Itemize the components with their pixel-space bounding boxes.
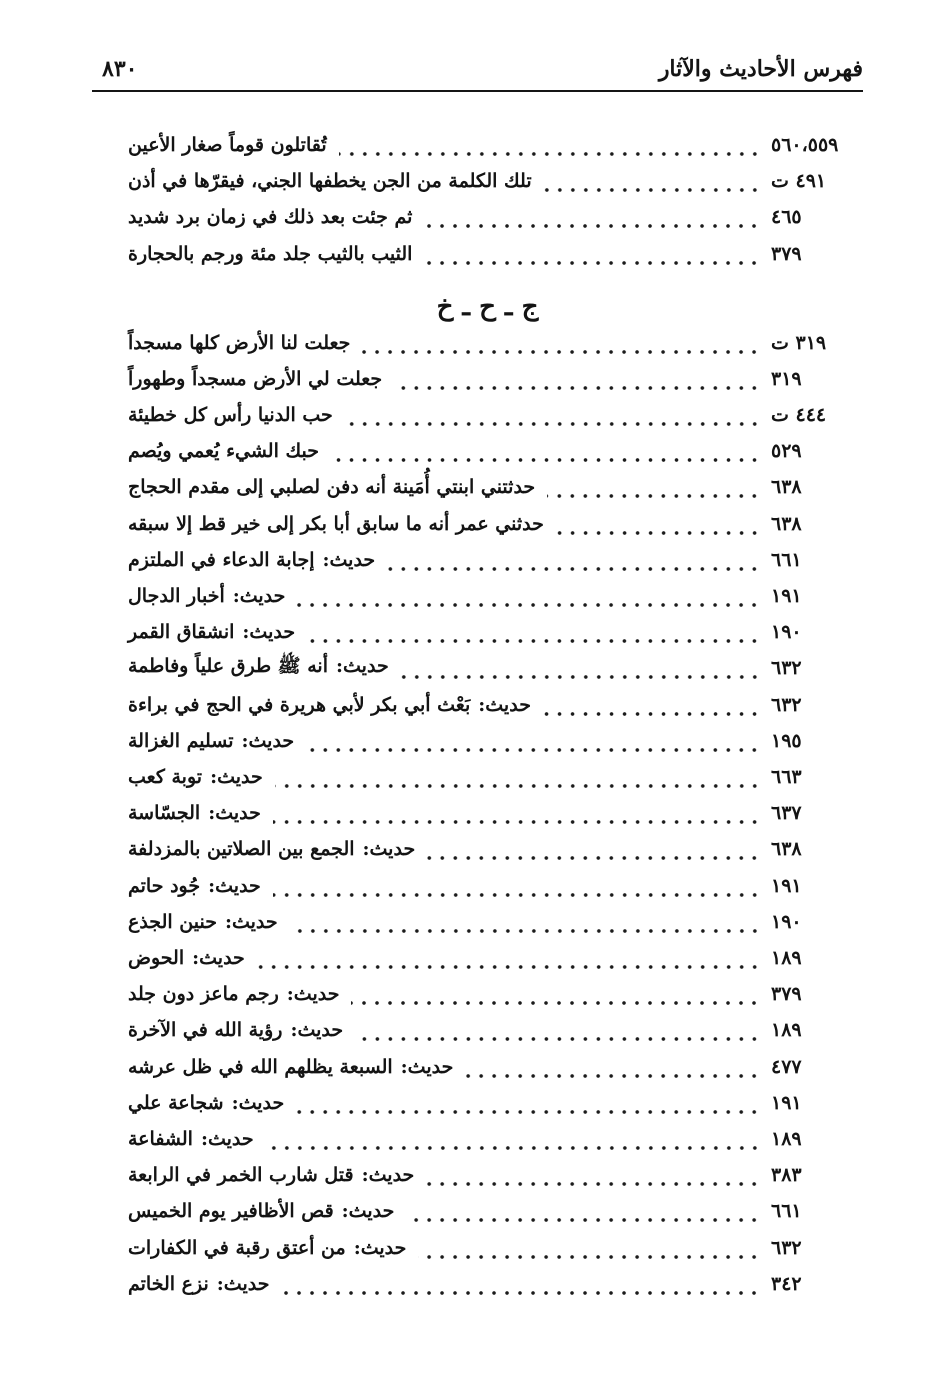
entry-title: رجم ماعز دون جلد <box>128 983 279 1006</box>
entry-title: قص الأظافير يوم الخميس <box>128 1200 334 1223</box>
page-reference: ٦٦١ <box>771 548 802 571</box>
page-reference: ٤٩١ ت <box>771 170 827 193</box>
page-reference: ٦٣٢ <box>771 693 802 716</box>
dot-leader <box>394 362 761 396</box>
index-entry <box>128 905 847 939</box>
page-reference: ٥٦٠،٥٥٩ <box>771 134 839 156</box>
entry-text <box>128 476 535 498</box>
entry-text <box>128 206 412 228</box>
entry-title: حب الدنيا رأس كل خطيئة <box>128 403 333 426</box>
page-reference: ٦٣٨ <box>771 476 802 499</box>
hadith-prefix: حديث: <box>341 1200 395 1223</box>
index-entry <box>128 362 847 396</box>
page-reference: ١٩١ <box>771 874 802 897</box>
index-entry <box>128 760 847 794</box>
index-entry <box>128 470 847 504</box>
dot-leader <box>362 326 761 360</box>
entry-title: حدثني عمر أنه ما سابق أبا بكر إلى خير قط إلا سبقه <box>128 512 544 535</box>
hadith-prefix: حديث: <box>208 802 261 825</box>
page-reference: ٥٢٩ <box>771 440 802 463</box>
index-entry <box>128 434 847 468</box>
entry-title: حدثتني ابنتي أُمَينة أنه دفن لصلبي إلى مقدم الحجاج <box>128 476 536 499</box>
page-reference: ٦٦٣ <box>771 765 802 788</box>
hadith-prefix: حديث: <box>353 1236 407 1259</box>
dot-leader <box>426 1158 761 1192</box>
entry-text <box>128 694 531 716</box>
entry-title: أنه ﷺ طرق علياً وفاطمة <box>128 655 329 678</box>
hadith-prefix: حديث: <box>361 1164 415 1187</box>
entry-title: جعلت لنا الأرض كلها مسجداً <box>128 331 351 354</box>
hadith-prefix: حديث: <box>362 838 416 861</box>
entry-text <box>128 1056 453 1078</box>
entry-text <box>128 1273 269 1295</box>
index-entry <box>128 941 847 975</box>
entry-text <box>128 730 294 752</box>
entry-text <box>128 1019 343 1041</box>
dot-leader <box>281 1267 761 1301</box>
page-reference: ١٩٥ <box>771 729 802 752</box>
index-entry <box>128 1194 847 1228</box>
dot-leader <box>257 941 761 975</box>
entry-text <box>128 170 532 192</box>
dot-leader <box>401 651 761 685</box>
page-reference: ٣١٩ ت <box>771 331 827 354</box>
dot-leader <box>297 579 761 613</box>
index-entry <box>128 796 847 830</box>
hadith-prefix: حديث: <box>242 621 296 644</box>
dot-leader <box>307 615 761 649</box>
hadith-prefix: حديث: <box>322 548 376 571</box>
page-reference: ٤٤٤ ت <box>771 403 827 426</box>
index-entry <box>128 615 847 649</box>
entry-title: بَعْث أبي بكر لأبي هريرة في الحج في براءة <box>128 693 471 716</box>
page-reference: ١٨٩ <box>771 946 802 969</box>
page-reference: ٣٧٩ <box>771 983 802 1006</box>
index-entry <box>128 1267 847 1301</box>
entry-title: توبة كعب <box>128 765 203 788</box>
page-reference: ٤٦٥ <box>771 206 802 229</box>
hadith-prefix: حديث: <box>336 655 389 678</box>
entry-text <box>128 621 295 643</box>
page-reference: ٤٧٧ <box>771 1055 802 1078</box>
hadith-prefix: حديث: <box>400 1055 454 1078</box>
page-reference: ٣١٩ <box>771 367 802 390</box>
dot-leader <box>306 724 761 758</box>
index-entry <box>128 1122 847 1156</box>
dot-leader <box>290 905 761 939</box>
hadith-prefix: حديث: <box>286 983 340 1006</box>
entry-text <box>128 1164 414 1186</box>
index-entry <box>128 326 847 360</box>
entry-title: جعلت لي الأرض مسجداً وطهوراً <box>128 367 383 390</box>
entry-title: حبك الشيء يُعمي ويُصم <box>128 440 319 463</box>
entry-title: إجابة الدعاء في الملتزم <box>128 548 315 571</box>
index-entry <box>128 1086 847 1120</box>
hadith-prefix: حديث: <box>478 693 531 716</box>
entry-title: الجمع بين الصلاتين بالمزدلفة <box>128 838 355 861</box>
entry-title: جُود حاتم <box>128 874 201 897</box>
entry-text <box>128 549 375 571</box>
page-number: ٨٣٠ <box>102 56 138 82</box>
entry-text <box>128 838 415 860</box>
dot-leader <box>387 543 761 577</box>
dot-leader <box>351 977 761 1011</box>
index-entry <box>128 1050 847 1084</box>
dot-leader <box>556 507 761 541</box>
entry-title: تُقاتلون قوماً صغار الأعين <box>128 134 327 156</box>
index-entry <box>128 579 847 613</box>
index-entry <box>128 688 847 722</box>
page-reference: ١٩٠ <box>771 621 802 644</box>
entry-text <box>128 332 350 354</box>
page-reference: ٦٣٢ <box>771 1236 802 1259</box>
index-entry <box>128 832 847 866</box>
index-entry <box>128 507 847 541</box>
entry-title: رؤية الله في الآخرة <box>128 1019 283 1042</box>
dot-leader <box>543 688 761 722</box>
entry-title: انشقاق القمر <box>128 621 235 644</box>
entry-title: حنين الجذع <box>128 910 217 933</box>
dot-leader <box>424 200 761 234</box>
entry-title: نزع الخاتم <box>128 1272 209 1295</box>
hadith-prefix: حديث: <box>232 584 286 607</box>
entry-text <box>128 1200 394 1222</box>
index-entry <box>128 651 847 685</box>
page-reference: ٦٣٨ <box>771 512 802 535</box>
page-reference: ٣٧٩ <box>771 242 802 265</box>
entry-title: تسليم الغزالة <box>128 729 234 752</box>
page-reference: ٦٣٨ <box>771 838 802 861</box>
entry-title: قتل شارب الخمر في الرابعة <box>128 1164 354 1187</box>
page-reference: ١٨٩ <box>771 1019 802 1042</box>
entry-text <box>128 947 245 969</box>
running-title: فهرس الأحاديث والآثار <box>658 56 863 82</box>
hadith-prefix: حديث: <box>208 874 261 897</box>
entry-title: شجاعة علي <box>128 1091 224 1114</box>
entry-text <box>128 802 261 824</box>
index-entry <box>128 200 847 234</box>
entry-text <box>128 1092 284 1114</box>
entry-title: الثيب بالثيب جلد مئة ورجم بالحجارة <box>128 242 413 265</box>
page-reference: ٦٣٢ <box>771 657 802 680</box>
entry-text <box>128 1128 254 1150</box>
dot-leader <box>331 434 761 468</box>
hadith-prefix: حديث: <box>241 729 295 752</box>
page-reference: ١٩١ <box>771 584 802 607</box>
entry-text <box>128 766 263 788</box>
index-entry <box>128 724 847 758</box>
entry-title: من أعتق رقبة في الكفارات <box>128 1236 346 1259</box>
index-entry <box>128 543 847 577</box>
dot-leader <box>273 869 761 903</box>
entry-text <box>128 654 389 682</box>
entry-title: تلك الكلمة من الجن يخطفها الجني، فيقرّها في أذن <box>128 170 532 193</box>
dot-leader <box>465 1050 761 1084</box>
dot-leader <box>418 1231 761 1265</box>
entry-text <box>128 243 412 265</box>
entry-text <box>128 134 327 156</box>
index-entry <box>128 1013 847 1047</box>
entry-title: أخبار الدجال <box>128 584 225 607</box>
entry-text <box>128 911 278 933</box>
dot-leader <box>345 398 761 432</box>
dot-leader <box>275 760 761 794</box>
entry-text <box>128 875 261 897</box>
dot-leader <box>424 237 761 271</box>
entry-text <box>128 513 544 535</box>
entry-text <box>128 368 382 390</box>
page-reference: ٦٣٧ <box>771 802 802 825</box>
dot-leader <box>547 470 761 504</box>
dot-leader <box>339 128 761 162</box>
entry-text <box>128 440 319 462</box>
hadith-prefix: حديث: <box>192 946 245 969</box>
entry-title: الجسّاسة <box>128 802 201 825</box>
index-entry <box>128 1158 847 1192</box>
index-entry <box>128 164 847 198</box>
page-reference: ٣٤٢ <box>771 1272 802 1295</box>
hadith-prefix: حديث: <box>224 910 278 933</box>
entry-title: السبعة يظلهم الله في ظل عرشه <box>128 1055 393 1078</box>
index-entry <box>128 869 847 903</box>
hadith-prefix: حديث: <box>200 1127 254 1150</box>
hadith-prefix: حديث: <box>216 1272 270 1295</box>
dot-leader <box>355 1013 761 1047</box>
dot-leader <box>266 1122 761 1156</box>
page-reference: ٦٦١ <box>771 1200 802 1223</box>
dot-leader <box>273 796 761 830</box>
entry-text <box>128 983 339 1005</box>
entry-text <box>128 404 333 426</box>
page-reference: ٣٨٣ <box>771 1164 802 1187</box>
dot-leader <box>427 832 761 866</box>
page-header <box>92 52 863 92</box>
index-entry <box>128 128 847 162</box>
entry-text <box>128 585 285 607</box>
hadith-prefix: حديث: <box>231 1091 285 1114</box>
entry-title: الشفاعة <box>128 1127 193 1150</box>
hadith-prefix: حديث: <box>290 1019 344 1042</box>
dot-leader <box>296 1086 761 1120</box>
dot-leader <box>406 1194 761 1228</box>
index-entry <box>128 237 847 271</box>
entry-title: ثم جئت بعد ذلك في زمان برد شديد <box>128 206 413 229</box>
index-entry <box>128 1231 847 1265</box>
hadith-prefix: حديث: <box>210 765 263 788</box>
entry-title: الحوض <box>128 946 185 969</box>
entry-text <box>128 1237 406 1259</box>
dot-leader <box>544 164 761 198</box>
index-entry <box>128 977 847 1011</box>
page-reference: ١٩١ <box>771 1091 802 1114</box>
index-entry <box>128 398 847 432</box>
page-reference: ١٩٠ <box>771 910 802 933</box>
section-heading: ج ـ ح ـ خ <box>436 292 539 322</box>
page-reference: ١٨٩ <box>771 1127 802 1150</box>
